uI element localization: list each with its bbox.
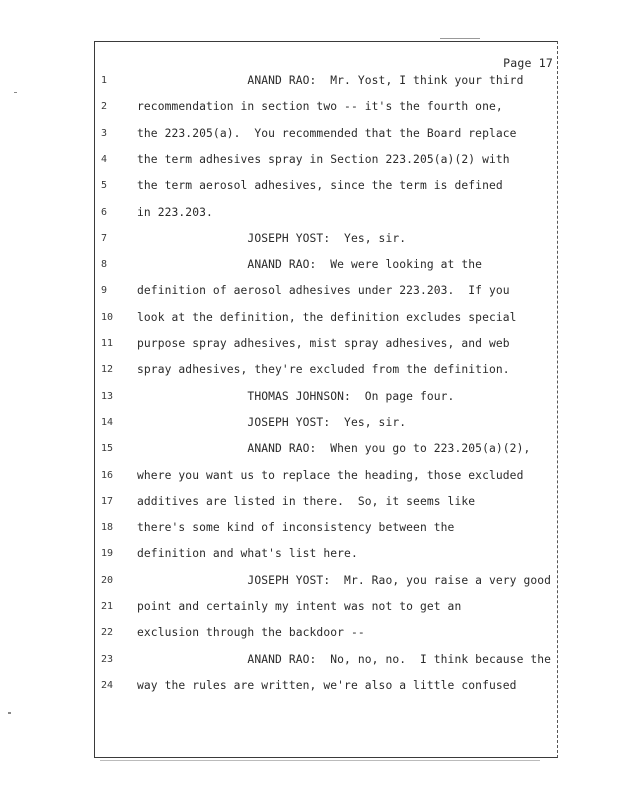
transcript-line: ANAND RAO: We were looking at the <box>137 258 483 272</box>
line-number: 2 <box>101 101 108 113</box>
line-number: 10 <box>101 311 114 323</box>
transcript-line: way the rules are written, we're also a little confused <box>137 678 517 692</box>
line-number: 7 <box>101 232 108 244</box>
transcript-line: where you want us to replace the heading, those excluded <box>137 468 524 482</box>
transcript-line: definition of aerosol adhesives under 223.203. If you <box>137 284 510 298</box>
transcript-line: JOSEPH YOST: Yes, sir. <box>137 415 407 429</box>
transcript-line: purpose spray adhesives, mist spray adhesives, and web <box>137 337 510 350</box>
line-number: 11 <box>101 338 114 349</box>
transcript-line: ANAND RAO: When you go to 223.205(a)(2), <box>137 442 531 456</box>
line-number: 22 <box>101 627 114 639</box>
transcript-line: exclusion through the backdoor -- <box>137 626 365 640</box>
line-number: 8 <box>101 259 108 271</box>
transcript-line: ANAND RAO: No, no, no. I think because the <box>137 652 552 666</box>
line-number: 5 <box>101 180 108 192</box>
scan-speck <box>14 92 17 93</box>
transcript-page <box>94 41 558 758</box>
line-number: 18 <box>101 522 114 534</box>
line-number: 3 <box>101 127 108 139</box>
line-number: 9 <box>101 285 108 297</box>
line-number: 23 <box>101 653 114 665</box>
line-number: 17 <box>101 495 114 507</box>
line-number: 13 <box>101 390 114 402</box>
transcript-line: the term adhesives spray in Section 223.205(a)(2) with <box>137 152 510 166</box>
transcript-line: ANAND RAO: Mr. Yost, I think your third <box>137 74 524 87</box>
transcript-line: additives are listed in there. So, it seems like <box>137 494 476 508</box>
page-number: Page 17 <box>503 56 553 70</box>
transcript-line: there's some kind of inconsistency between the <box>137 521 455 535</box>
transcript-line: JOSEPH YOST: Yes, sir. <box>137 231 407 245</box>
line-number: 1 <box>101 75 108 86</box>
transcript-line: look at the definition, the definition excludes special <box>137 310 517 324</box>
line-number: 21 <box>101 601 114 612</box>
transcript-line: the term aerosol adhesives, since the term is defined <box>137 179 503 193</box>
transcript-line: the 223.205(a). You recommended that the Board replace <box>137 126 517 140</box>
transcript-line: JOSEPH YOST: Mr. Rao, you raise a very good <box>137 573 552 587</box>
line-number: 24 <box>101 679 114 691</box>
line-number: 12 <box>101 364 114 376</box>
transcript-line: in 223.203. <box>137 205 213 219</box>
scan-speck <box>100 760 540 761</box>
line-number: 16 <box>101 469 114 481</box>
line-number: 19 <box>101 548 114 560</box>
scan-speck <box>440 38 480 39</box>
line-number: 4 <box>101 153 108 165</box>
line-number: 6 <box>101 206 108 218</box>
transcript-line: THOMAS JOHNSON: On page four. <box>137 389 455 403</box>
transcript-line: spray adhesives, they're excluded from the definition. <box>137 363 510 377</box>
transcript-line: point and certainly my intent was not to get an <box>137 600 462 613</box>
transcript-line: recommendation in section two -- it's the fourth one, <box>137 100 503 114</box>
line-number: 14 <box>101 416 114 428</box>
scan-speck <box>8 712 11 714</box>
line-number: 15 <box>101 443 114 455</box>
line-number: 20 <box>101 574 114 586</box>
transcript-line: definition and what's list here. <box>137 547 358 561</box>
